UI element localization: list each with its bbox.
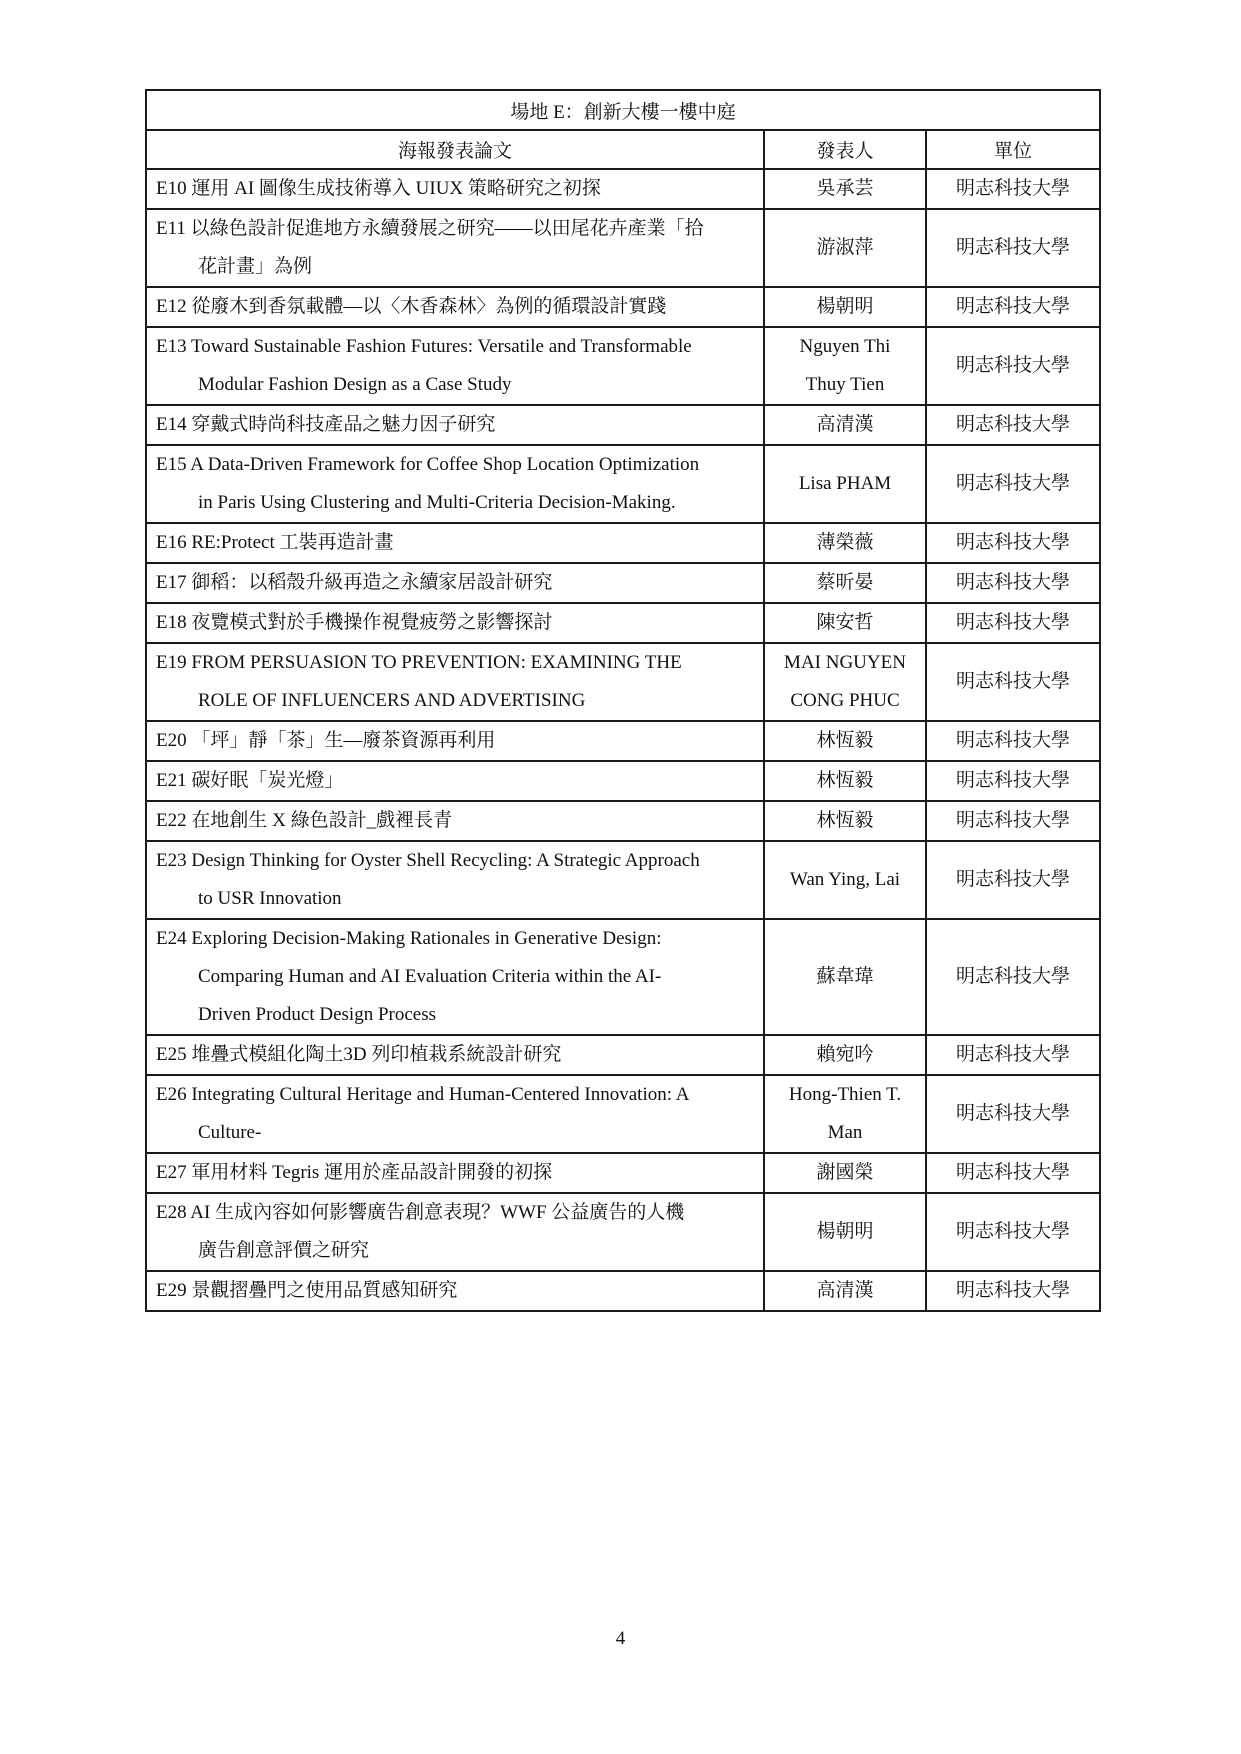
paper-title-cell [146,1075,764,1153]
table-row [146,445,1100,523]
paper-title-cell [146,643,764,721]
venue-row [146,90,1100,130]
paper-title-line: E17 御稻：以稻殼升級再造之永續家居設計研究 [156,572,553,593]
header-affiliation: 單位 [926,130,1100,169]
affiliation-cell: 明志科技大學 [926,919,1100,1035]
table-row [146,603,1100,643]
venue-title: 場地 E：創新大樓一樓中庭 [146,90,1100,130]
affiliation-cell: 明志科技大學 [926,1153,1100,1193]
presenter-name: 林恆毅 [816,730,874,751]
presenter-name: 游淑萍 [816,237,874,258]
affiliation-cell: 明志科技大學 [926,169,1100,209]
presenter-name: 蔡昕晏 [816,572,874,593]
presenter-cell [764,209,926,287]
paper-title-line: E12 從廢木到香氛載體—以〈木香森林〉為例的循環設計實踐 [156,296,667,317]
affiliation-cell: 明志科技大學 [926,405,1100,445]
presenter-name: 高清漢 [816,1280,874,1301]
presenter-name: 林恆毅 [816,770,874,791]
header-paper: 海報發表論文 [146,130,764,169]
paper-title-line: E21 碳好眠「炭光燈」 [156,770,344,791]
presenter-cell [764,327,926,405]
presenter-cell [764,169,926,209]
paper-title-line: Culture- [198,1122,262,1143]
paper-title-line: E10 運用 AI 圖像生成技術導入 UIUX 策略研究之初探 [156,178,601,199]
paper-title-cell [146,1271,764,1311]
paper-title-cell [146,523,764,563]
page-number: 4 [615,1628,626,1649]
paper-title-line: 廣告創意評價之研究 [198,1240,370,1261]
presenter-cell [764,801,926,841]
paper-title-line: E22 在地創生 X 綠色設計_戲裡長青 [156,810,453,831]
table-row [146,1035,1100,1075]
presenter-cell [764,603,926,643]
table-row [146,761,1100,801]
presenter-name: 謝國榮 [816,1162,874,1183]
paper-title-line: Modular Fashion Design as a Case Study [198,374,512,395]
presenter-name: 林恆毅 [816,810,874,831]
presenter-name: MAI NGUYEN [784,652,906,673]
table-row [146,327,1100,405]
table-row [146,209,1100,287]
affiliation-cell: 明志科技大學 [926,563,1100,603]
paper-title-cell [146,919,764,1035]
table-row [146,405,1100,445]
affiliation-cell: 明志科技大學 [926,1193,1100,1271]
presenter-name: 高清漢 [816,414,874,435]
table-row [146,801,1100,841]
paper-title-line: E15 A Data-Driven Framework for Coffee Shop Location Optimization [156,454,700,475]
table-row [146,169,1100,209]
presenter-cell [764,1075,926,1153]
paper-title-line: Comparing Human and AI Evaluation Criteria within the AI- [198,966,662,987]
presenter-cell [764,1193,926,1271]
affiliation-cell: 明志科技大學 [926,287,1100,327]
affiliation-cell: 明志科技大學 [926,1035,1100,1075]
paper-title-line: E11 以綠色設計促進地方永續發展之研究——以田尾花卉產業「拾 [156,218,704,239]
presenter-name: Man [827,1122,863,1143]
paper-title-line: E27 軍用材料 Tegris 運用於產品設計開發的初探 [156,1162,553,1183]
paper-title-cell [146,405,764,445]
poster-session-table [145,89,1101,1312]
paper-title-line: E24 Exploring Decision-Making Rationales in Generative Design: [156,928,662,949]
paper-title-cell [146,761,764,801]
presenter-cell [764,1153,926,1193]
table-row [146,1271,1100,1311]
presenter-cell [764,287,926,327]
paper-title-line: E13 Toward Sustainable Fashion Futures: Versatile and Transformable [156,336,692,357]
paper-title-cell [146,1153,764,1193]
presenter-name: Hong-Thien T. [788,1084,902,1105]
paper-title-line: E26 Integrating Cultural Heritage and Human-Centered Innovation: A [156,1084,690,1105]
presenter-name: Nguyen Thi [799,336,891,357]
paper-title-cell [146,563,764,603]
paper-title-line: in Paris Using Clustering and Multi-Criteria Decision-Making. [198,492,676,513]
presenter-name: 陳安哲 [816,612,874,633]
table-row [146,841,1100,919]
paper-title-line: E16 RE:Protect 工裝再造計畫 [156,532,394,553]
presenter-name: CONG PHUC [790,690,900,711]
paper-title-line: E20 「坪」靜「茶」生—廢茶資源再利用 [156,730,496,751]
paper-title-cell [146,1193,764,1271]
presenter-cell [764,405,926,445]
header-presenter: 發表人 [764,130,926,169]
paper-title-line: 花計畫」為例 [198,256,313,277]
affiliation-cell: 明志科技大學 [926,523,1100,563]
presenter-name: Wan Ying, Lai [789,869,901,890]
paper-title-cell [146,445,764,523]
paper-title-line: E14 穿戴式時尚科技產品之魅力因子研究 [156,414,496,435]
table-row [146,1153,1100,1193]
paper-title-line: E25 堆疊式模組化陶土3D 列印植栽系統設計研究 [156,1044,562,1065]
affiliation-cell: 明志科技大學 [926,643,1100,721]
table-row [146,287,1100,327]
paper-title-cell [146,287,764,327]
paper-title-line: Driven Product Design Process [198,1004,436,1025]
paper-title-line: E19 FROM PERSUASION TO PREVENTION: EXAMINING THE [156,652,682,673]
affiliation-cell: 明志科技大學 [926,209,1100,287]
presenter-name: 賴宛吟 [816,1044,874,1065]
header-row [146,130,1100,169]
presenter-cell [764,563,926,603]
affiliation-cell: 明志科技大學 [926,603,1100,643]
table-row [146,721,1100,761]
paper-title-cell [146,209,764,287]
table-row [146,523,1100,563]
presenter-name: Thuy Tien [805,374,885,395]
presenter-cell [764,761,926,801]
presenter-cell [764,841,926,919]
table-row [146,643,1100,721]
presenter-cell [764,919,926,1035]
presenter-name: 楊朝明 [816,296,874,317]
paper-title-cell [146,801,764,841]
table-row [146,1193,1100,1271]
table-row [146,563,1100,603]
paper-title-line: E29 景觀摺疊門之使用品質感知研究 [156,1280,458,1301]
presenter-cell [764,1035,926,1075]
presenter-cell [764,1271,926,1311]
table-row [146,1075,1100,1153]
paper-title-cell [146,169,764,209]
paper-title-line: ROLE OF INFLUENCERS AND ADVERTISING [198,690,586,711]
presenter-name: 吳承芸 [816,178,874,199]
presenter-name: 蘇韋瑋 [816,966,874,987]
presenter-cell [764,523,926,563]
affiliation-cell: 明志科技大學 [926,841,1100,919]
paper-title-cell [146,603,764,643]
paper-title-line: E23 Design Thinking for Oyster Shell Recycling: A Strategic Approach [156,850,700,871]
affiliation-cell: 明志科技大學 [926,721,1100,761]
affiliation-cell: 明志科技大學 [926,327,1100,405]
presenter-cell [764,721,926,761]
presenter-cell [764,445,926,523]
table-body [146,90,1100,1311]
paper-title-line: E18 夜覽模式對於手機操作視覺疲勞之影響探討 [156,612,553,633]
table-row [146,919,1100,1035]
affiliation-cell: 明志科技大學 [926,445,1100,523]
paper-title-cell [146,327,764,405]
presenter-cell [764,643,926,721]
presenter-name: Lisa PHAM [798,473,892,494]
affiliation-cell: 明志科技大學 [926,761,1100,801]
presenter-name: 薄榮薇 [816,532,874,553]
paper-title-line: to USR Innovation [198,888,342,909]
affiliation-cell: 明志科技大學 [926,801,1100,841]
presenter-name: 楊朝明 [816,1221,874,1242]
affiliation-cell: 明志科技大學 [926,1271,1100,1311]
paper-title-line: E28 AI 生成內容如何影響廣告創意表現？WWF 公益廣告的人機 [156,1202,685,1223]
affiliation-cell: 明志科技大學 [926,1075,1100,1153]
paper-title-cell [146,1035,764,1075]
paper-title-cell [146,841,764,919]
paper-title-cell [146,721,764,761]
